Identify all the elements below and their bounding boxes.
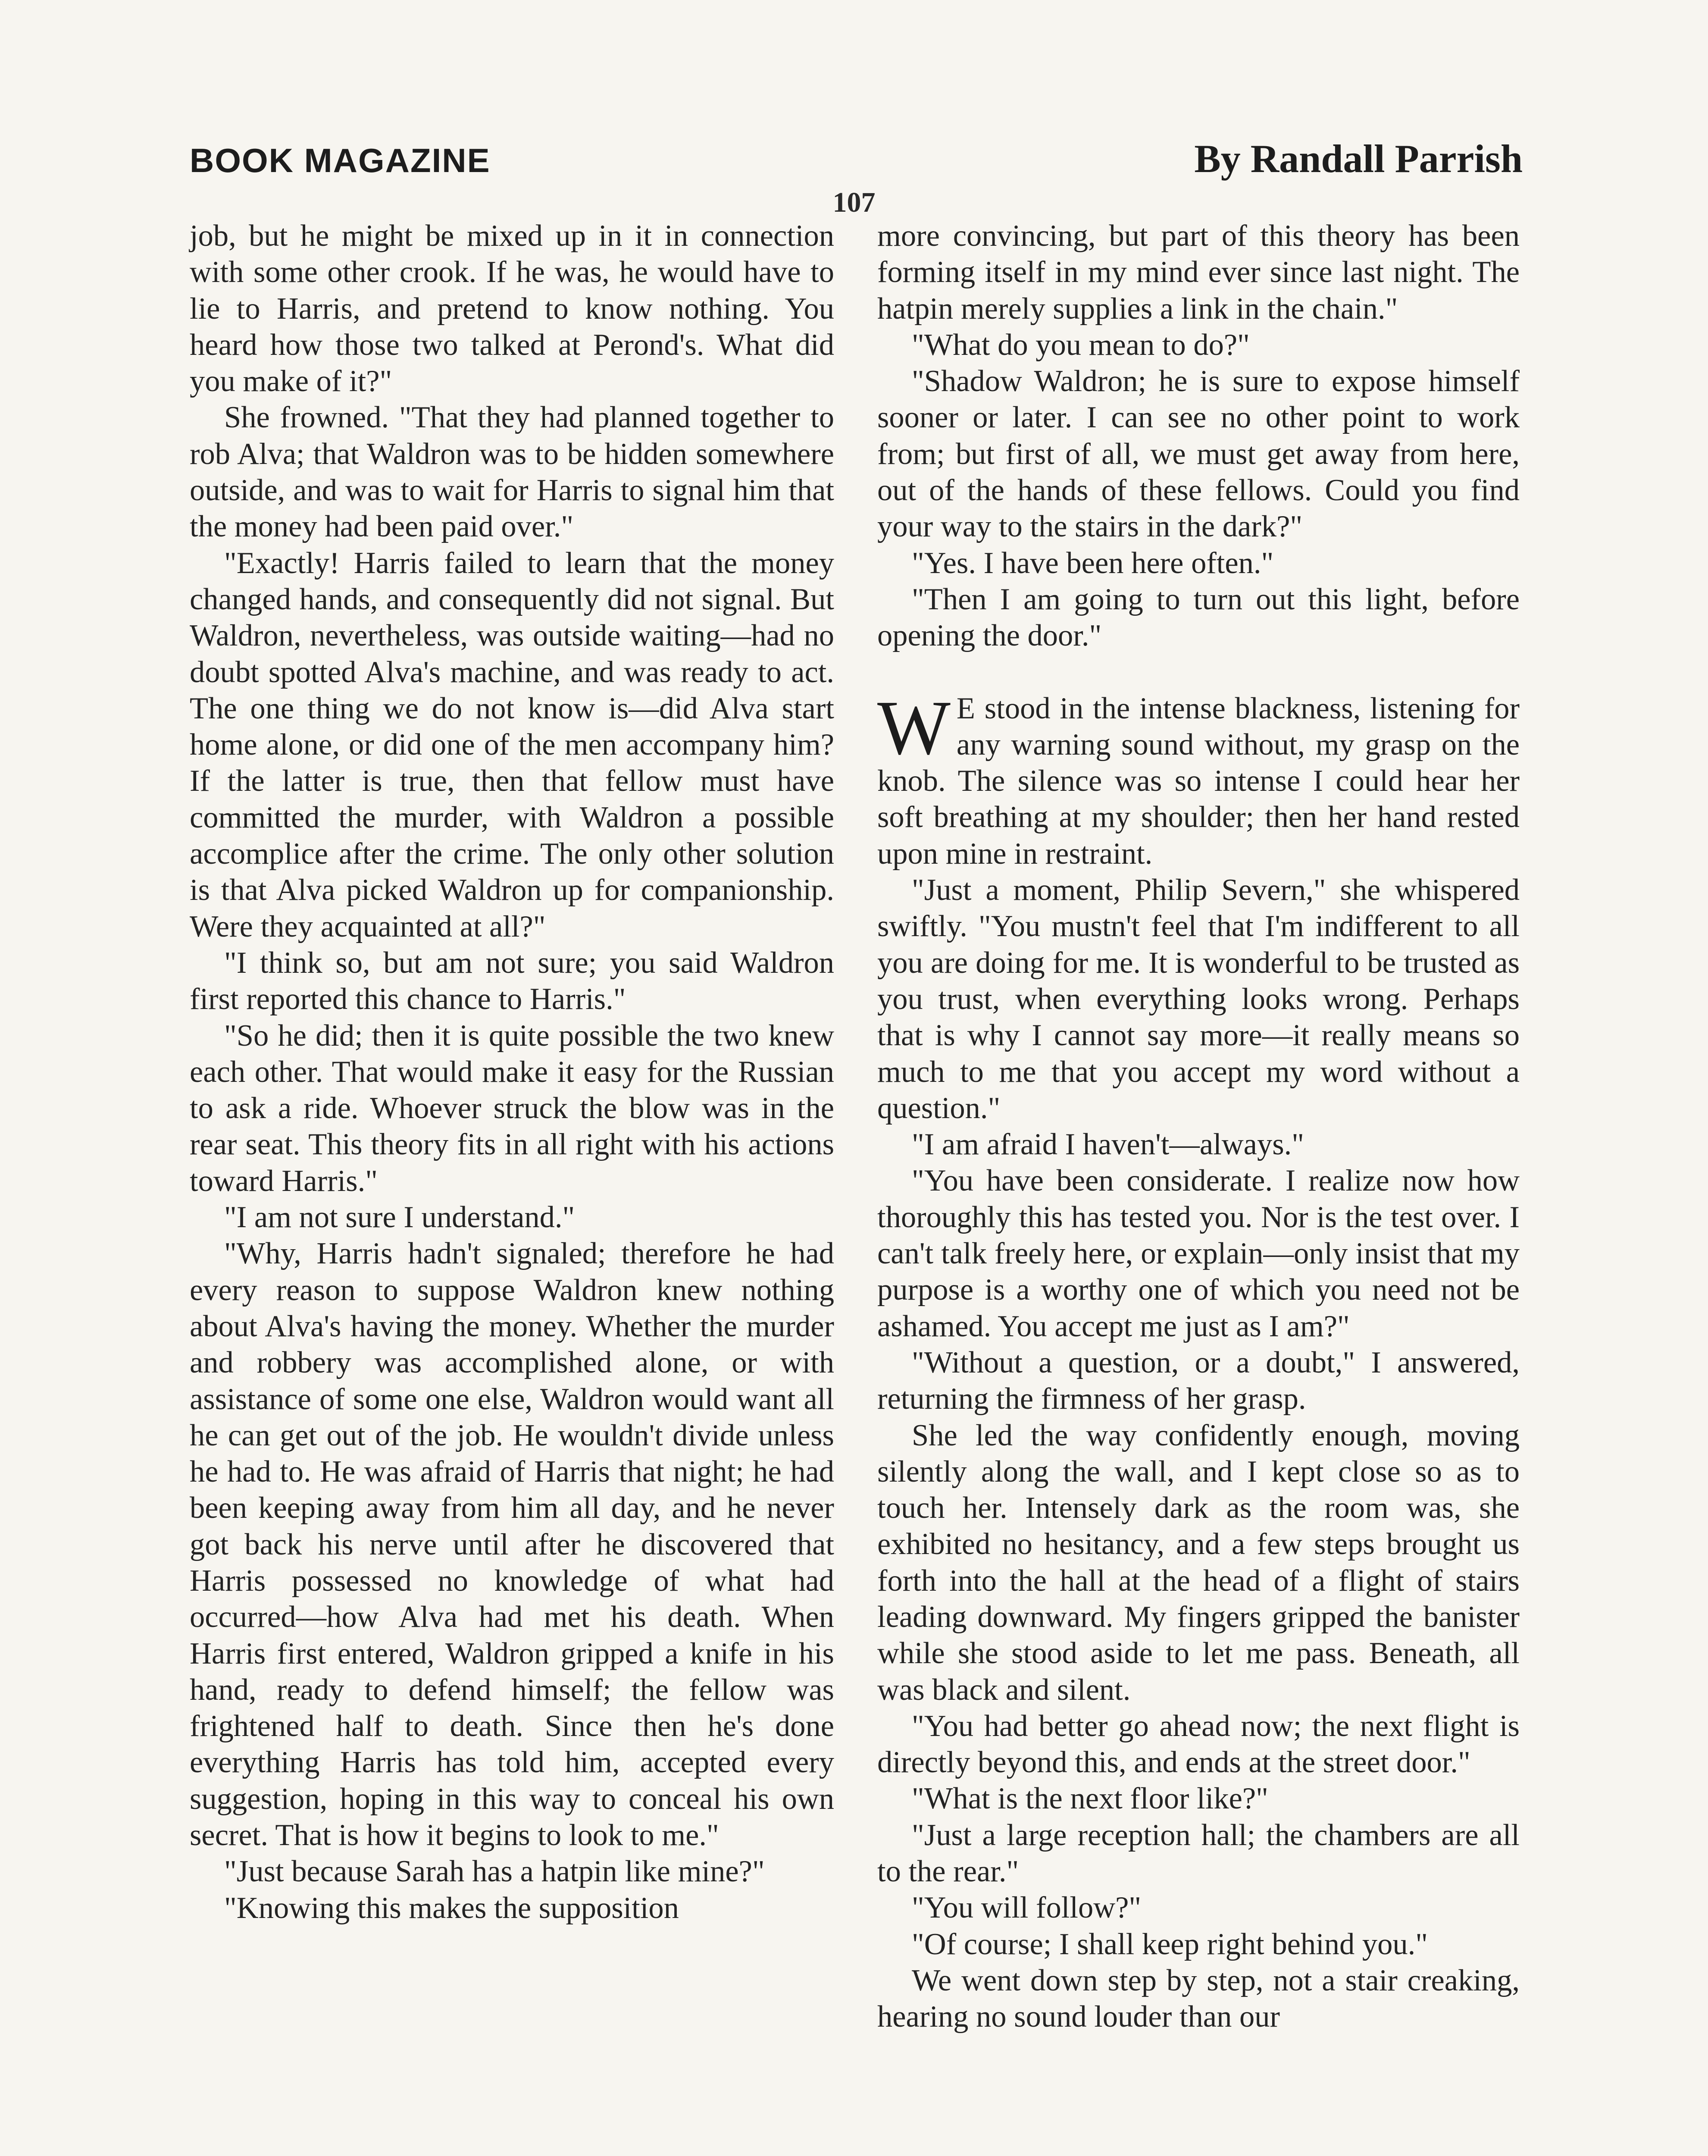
paragraph: "Yes. I have been here often." <box>912 546 1274 580</box>
paragraph: She led the way confidently enough, moving silently along the wall, and I kept close so as to touch her. Intensely dark as the room was, she exhibited no hesitancy, and a few steps brought us forth into the hall at the head of a flight of stairs leading downward. My fingers gripped the banister while she stood aside to let me pass. Beneath, all was black and silent. <box>877 1418 1520 1707</box>
paragraph: "Shadow Waldron; he is sure to expose himself sooner or later. I can see no other point to work from; but first of all, we must get away from here, out of the hands of these fellows. Could you find your way to the stairs in the dark?" <box>877 364 1520 544</box>
paragraph: "You will follow?" <box>912 1891 1142 1925</box>
paragraph: job, but he might be mixed up in it in connection with some other crook. If he was, he would have to lie to Harris, and pretend to know nothing. You heard how those two talked at Perond's. What did you make of it?" <box>190 219 834 398</box>
paragraph: "I am afraid I haven't—always." <box>912 1128 1304 1162</box>
paragraph: We went down step by step, not a stair creaking, hearing no sound louder than our <box>877 1963 1520 2034</box>
paragraph: "Just a large reception hall; the chambers are all to the rear." <box>877 1818 1520 1889</box>
author-byline: By Randall Parrish <box>1194 137 1523 181</box>
drop-cap: W <box>877 684 951 771</box>
paragraph: "You had better go ahead now; the next flight is directly beyond this, and ends at the street door." <box>877 1709 1520 1780</box>
paragraph: "What is the next floor like?" <box>912 1782 1268 1816</box>
magazine-title: BOOK MAGAZINE <box>190 141 491 179</box>
paragraph: "Exactly! Harris failed to learn that the money changed hands, and consequently did not signal. But Waldron, nevertheless, was outside waiting—had no doubt spotted Alva's machine, and was ready to act. The one thing we do not know is—did Alva start home alone, or did one of the men accompany him? If the latter is true, then that fellow must have committed the murder, with Waldron a possible accomplice after the crime. The only other solution is that Alva picked Waldron up for companionship. Were they acquainted at all?" <box>190 546 834 943</box>
paragraph: "I am not sure I understand." <box>224 1200 575 1235</box>
page-number: 107 <box>832 187 876 218</box>
paragraph: more convincing, but part of this theory has been forming itself in my mind ever since last night. The hatpin merely supplies a link in the chain." <box>877 219 1520 326</box>
paragraph: "Of course; I shall keep right behind you." <box>912 1927 1428 1961</box>
section-opening-paragraph <box>877 684 1520 872</box>
paragraph: "I think so, but am not sure; you said Waldron first reported this chance to Harris." <box>190 946 834 1016</box>
paragraph: "Just a moment, Philip Severn," she whispered swiftly. "You mustn't feel that I'm indifferent to all you are doing for me. It is wonderful to be trusted as you trust, when everything looks wrong. Perhaps that is why I cannot say more—it really means so much to me that you accept my word without a question." <box>877 873 1520 1125</box>
paragraph: "Then I am going to turn out this light, before opening the door." <box>877 582 1520 653</box>
section-opening-text: E stood in the intense blackness, listening for any warning sound without, my grasp on the knob. The silence was so intense I could hear her soft breathing at my shoulder; then her hand rested upon mine in restraint. <box>877 691 1520 871</box>
paragraph: "You have been considerate. I realize now how thoroughly this has tested you. Nor is the test over. I can't talk freely here, or explain—only insist that my purpose is a worthy one of which you need not be ashamed. You accept me just as I am?" <box>877 1164 1520 1343</box>
paragraph: She frowned. "That they had planned together to rob Alva; that Waldron was to be hidden somewhere outside, and was to wait for Harris to signal him that the money had been paid over." <box>190 401 834 544</box>
paragraph: "Without a question, or a doubt," I answered, returning the firmness of her grasp. <box>877 1345 1520 1416</box>
paragraph: "Knowing this makes the supposition <box>224 1891 679 1925</box>
paragraph: "So he did; then it is quite possible the two knew each other. That would make it easy for the Russian to ask a ride. Whoever struck the blow was in the rear seat. This theory fits in all right with his actions toward Harris." <box>190 1018 834 1198</box>
paragraph: "Why, Harris hadn't signaled; therefore he had every reason to suppose Waldron knew nothing about Alva's having the money. Whether the murder and robbery was accomplished alone, or with assistance of some one else, Waldron would want all he can get out of the job. He wouldn't divide unless he had to. He was afraid of Harris that night; he had been keeping away from him all day, and he never got back his nerve until after he discovered that Harris possessed no knowledge of what had occurred—how Alva had met his death. When Harris first entered, Waldron gripped a knife in his hand, ready to defend himself; the fellow was frightened half to death. Since then he's done everything Harris has told him, accepted every suggestion, hoping in this way to conceal his own secret. That is how it begins to look to me." <box>190 1237 834 1852</box>
left-column <box>190 218 834 1926</box>
paragraph: "Just because Sarah has a hatpin like mine?" <box>224 1855 765 1889</box>
paragraph: "What do you mean to do?" <box>912 328 1250 362</box>
right-column <box>877 218 1520 2035</box>
running-head <box>190 136 1523 182</box>
